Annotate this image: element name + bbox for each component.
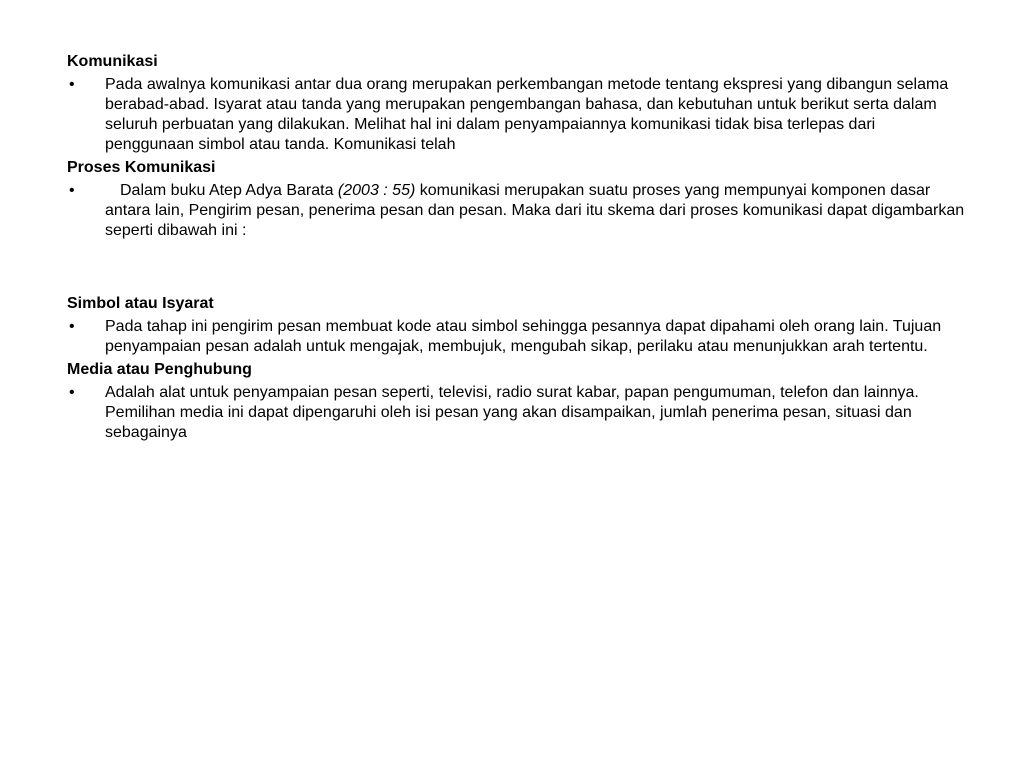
bullet-marker: • xyxy=(69,318,75,335)
heading-proses-komunikasi: Proses Komunikasi xyxy=(67,159,216,176)
bullet-marker: • xyxy=(69,76,75,93)
bullet-marker: • xyxy=(69,384,75,401)
bullet-text-komunikasi: Pada awalnya komunikasi antar dua orang merupakan perkembangan metode tentang ekspresi yang dibangun selama berabad-abad. Isyarat atau tanda yang merupakan pengembangan bahasa, dan kebutuhan untuk berikut serta dalam seluruh perbuatan yang dilakukan. Melihat hal ini dalam penyampaiannya komunikasi tidak bisa terlepas dari penggunaan simbol atau tanda. Komunikasi telah xyxy=(105,76,949,153)
bullet-simbol-isyarat xyxy=(67,317,967,357)
bullet-text-simbol: Pada tahap ini pengirim pesan membuat kode atau simbol sehingga pesannya dapat dipahami oleh orang lain. Tujuan penyampaian pesan adalah untuk mengajak, membujuk, mengubah sikap, perilaku atau menunjukkan arah tertentu. xyxy=(105,318,942,355)
bullet-text-media: Adalah alat untuk penyampaian pesan seperti, televisi, radio surat kabar, papan pengumuman, telefon dan lainnya. Pemilihan media ini dapat dipengaruhi oleh isi pesan yang akan disampaikan, jumlah penerima pesan, situasi dan sebagainya xyxy=(105,384,919,441)
bullet-marker: • xyxy=(69,182,75,199)
slide-content xyxy=(67,52,967,446)
heading-media-penghubung: Media atau Penghubung xyxy=(67,361,252,378)
citation-year: (2003 : 55) xyxy=(337,182,416,199)
bullet-proses-komunikasi xyxy=(67,181,967,241)
heading-simbol-isyarat: Simbol atau Isyarat xyxy=(67,295,214,312)
heading-komunikasi: Komunikasi xyxy=(67,53,158,70)
diagram-space xyxy=(67,244,967,294)
bullet-komunikasi xyxy=(67,75,967,155)
bullet-media-penghubung xyxy=(67,383,967,443)
bullet-text-proses-pre: Dalam buku Atep Adya Barata xyxy=(120,182,338,199)
bullet-text-proses-post: komunikasi merupakan suatu proses yang mempunyai komponen dasar antara lain, Pengirim pesan, penerima pesan dan pesan. Maka dari itu skema dari proses komunikasi dapat digambarkan seperti dibawah ini : xyxy=(105,182,965,239)
